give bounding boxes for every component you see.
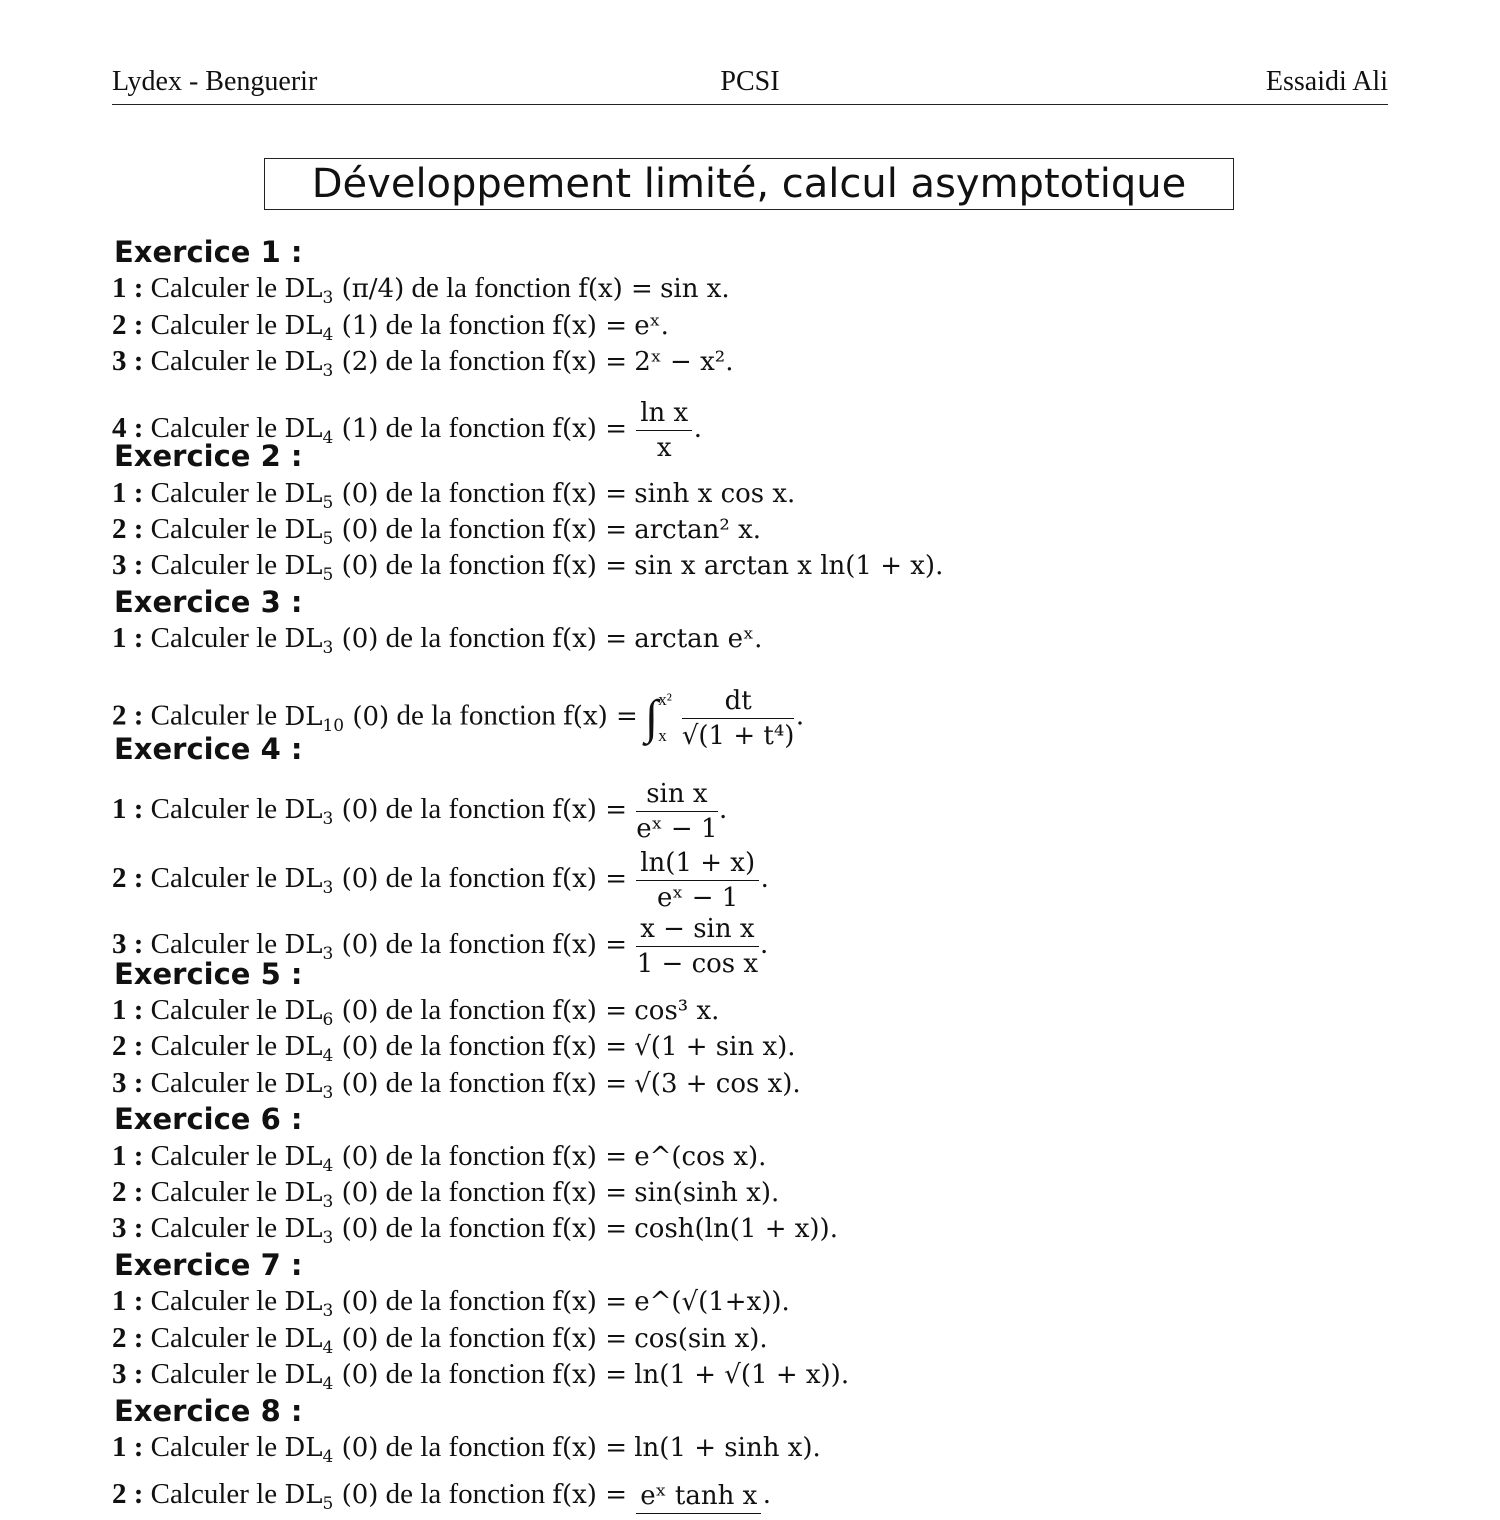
function-expression: cosh(ln(1 + x)). bbox=[634, 1214, 838, 1244]
function-lhs: f(x) = bbox=[552, 1433, 627, 1463]
item-number: 2 : bbox=[112, 1322, 144, 1354]
fraction-numerator: x − sin x bbox=[636, 912, 758, 947]
item-number: 1 : bbox=[112, 1285, 144, 1317]
item-middle: de la fonction bbox=[385, 1478, 546, 1510]
dl-point: (0) bbox=[352, 701, 390, 732]
item-middle: de la fonction bbox=[385, 1176, 546, 1208]
dl-point: (0) bbox=[341, 864, 379, 895]
dl-point: (0) bbox=[341, 795, 379, 826]
dl-notation bbox=[284, 1433, 379, 1468]
dl-point: (0) bbox=[341, 624, 379, 654]
item-prefix: Calculer le bbox=[150, 272, 278, 304]
item-prefix: Calculer le bbox=[150, 549, 278, 581]
dl-point: (0) bbox=[341, 1287, 379, 1317]
exercise-heading: Exercice 2 : bbox=[114, 439, 303, 473]
item-prefix: Calculer le bbox=[150, 513, 278, 545]
function-lhs: f(x) = bbox=[552, 1178, 627, 1208]
item-prefix: Calculer le bbox=[150, 1431, 278, 1463]
exercise-item bbox=[112, 1030, 796, 1072]
function-lhs: f(x) = bbox=[552, 515, 627, 545]
dl-order: 4 bbox=[322, 1338, 334, 1359]
exercise-heading: Exercice 6 : bbox=[114, 1102, 303, 1136]
fraction-numerator: sin x bbox=[636, 777, 717, 812]
item-middle: de la fonction bbox=[385, 1285, 546, 1317]
item-prefix: Calculer le bbox=[150, 1176, 278, 1208]
integral-sign: ∫ bbox=[645, 691, 659, 744]
dl-order: 3 bbox=[322, 878, 334, 899]
dl-order: 3 bbox=[322, 809, 334, 830]
fraction bbox=[636, 912, 758, 981]
item-middle: de la fonction bbox=[385, 862, 546, 895]
item-number: 2 : bbox=[112, 513, 144, 545]
item-number: 3 : bbox=[112, 345, 144, 377]
item-number: 3 : bbox=[112, 928, 144, 961]
fraction-numerator: ln x bbox=[636, 396, 692, 431]
item-number: 1 : bbox=[112, 622, 144, 654]
exercise-heading: Exercice 4 : bbox=[114, 732, 303, 766]
function-lhs: f(x) = bbox=[552, 1360, 627, 1390]
exercise-heading: Exercice 5 : bbox=[114, 957, 303, 991]
function-expression: e^(cos x). bbox=[634, 1142, 767, 1172]
dl-order: 4 bbox=[322, 1374, 334, 1395]
dl-notation bbox=[284, 311, 379, 346]
dl-order: 4 bbox=[322, 428, 334, 449]
item-number: 1 : bbox=[112, 1140, 144, 1172]
dl-notation bbox=[284, 1032, 379, 1067]
item-number: 2 : bbox=[112, 699, 144, 732]
fraction-numerator: dt bbox=[682, 684, 795, 719]
dl-label: DL bbox=[284, 864, 323, 895]
function-expression: sinh x cos x. bbox=[634, 479, 796, 509]
dl-order: 10 bbox=[322, 715, 345, 736]
function-lhs: f(x) = bbox=[552, 1214, 627, 1244]
dl-notation bbox=[284, 479, 379, 514]
dl-notation bbox=[284, 1178, 379, 1213]
item-middle: de la fonction bbox=[385, 513, 546, 545]
dl-order: 3 bbox=[322, 288, 334, 309]
exercise-item: 3 : Calculer le $DL_3$ (0) de la fonction f(x) = $\frac{\text{x − sin x}}{\text{1 − cos x}}$ . bbox=[112, 914, 768, 979]
dl-notation bbox=[284, 1214, 379, 1249]
dl-label: DL bbox=[284, 930, 323, 961]
dl-order: 5 bbox=[322, 1494, 334, 1515]
dl-label: DL bbox=[284, 624, 323, 654]
dl-label: DL bbox=[284, 795, 323, 826]
fraction-denominator: 1 − cos x bbox=[636, 949, 759, 979]
item-middle: de la fonction bbox=[385, 1358, 546, 1390]
item-number: 2 : bbox=[112, 1478, 144, 1510]
function-lhs: f(x) = bbox=[552, 347, 627, 377]
header-author: Essaidi Ali bbox=[1265, 66, 1388, 97]
dl-point: (0) bbox=[341, 1360, 379, 1390]
dl-point: (2) bbox=[341, 347, 379, 377]
function-lhs: f(x) = bbox=[563, 701, 638, 732]
fraction-numerator: ln(1 + x) bbox=[636, 846, 759, 881]
item-prefix: Calculer le bbox=[150, 309, 278, 341]
exercise-item bbox=[112, 272, 730, 314]
page-title: Développement limité, calcul asymptotique bbox=[264, 158, 1234, 210]
function-lhs: f(x) = bbox=[552, 1287, 627, 1317]
item-number: 3 : bbox=[112, 1212, 144, 1244]
item-prefix: Calculer le bbox=[150, 862, 278, 895]
dl-point: (1) bbox=[341, 414, 379, 445]
function-expression: arctan eˣ. bbox=[634, 624, 763, 654]
item-middle: de la fonction bbox=[385, 928, 546, 961]
item-middle: de la fonction bbox=[396, 699, 556, 732]
dl-point: (0) bbox=[341, 479, 379, 509]
item-prefix: Calculer le bbox=[150, 793, 278, 826]
dl-order: 5 bbox=[322, 529, 334, 550]
item-number: 3 : bbox=[112, 1358, 144, 1390]
function-lhs: f(x) = bbox=[552, 1480, 627, 1510]
function-lhs: f(x) = bbox=[552, 624, 627, 654]
dl-order: 4 bbox=[322, 1156, 334, 1177]
dl-label: DL bbox=[284, 1032, 323, 1062]
exercise-item bbox=[112, 622, 762, 664]
item-middle: de la fonction bbox=[385, 994, 546, 1026]
dl-point: (0) bbox=[341, 930, 379, 961]
dl-notation bbox=[284, 795, 379, 830]
dl-point: (0) bbox=[341, 1069, 379, 1099]
item-prefix: Calculer le bbox=[150, 1212, 278, 1244]
dl-notation bbox=[284, 274, 405, 309]
dl-label: DL bbox=[284, 1360, 323, 1390]
function-expression: sin x. bbox=[660, 274, 730, 304]
item-number: 4 : bbox=[112, 412, 144, 445]
item-number: 1 : bbox=[112, 272, 144, 304]
dl-order: 3 bbox=[322, 944, 334, 965]
item-prefix: Calculer le bbox=[150, 1140, 278, 1172]
function-expression: ln(1 + √(1 + x)). bbox=[634, 1360, 850, 1390]
dl-label: DL bbox=[284, 479, 323, 509]
exercise-item bbox=[112, 345, 733, 387]
header-class: PCSI bbox=[720, 66, 780, 97]
dl-notation bbox=[284, 930, 379, 965]
item-middle: de la fonction bbox=[385, 793, 546, 826]
exercise-item: 2 : Calculer le $DL_3$ (0) de la fonction f(x) = $\frac{\ln(1 + x)}{\text{eˣ − 1}}$ . bbox=[112, 848, 769, 913]
function-lhs: f(x) = bbox=[578, 274, 653, 304]
item-middle: de la fonction bbox=[385, 412, 546, 445]
dl-point: (0) bbox=[341, 551, 379, 581]
dl-notation bbox=[284, 1360, 379, 1395]
item-middle: de la fonction bbox=[385, 1067, 546, 1099]
exercise-item: 2 : Calculer le $DL_5$ (0) de la fonction f(x) = eˣ tanh x . bbox=[112, 1478, 771, 1515]
dl-label: DL bbox=[284, 1214, 323, 1244]
exercise-item bbox=[112, 1431, 821, 1473]
function-expression: √(1 + sin x). bbox=[634, 1032, 796, 1062]
item-prefix: Calculer le bbox=[150, 1358, 278, 1390]
item-number: 2 : bbox=[112, 862, 144, 895]
fraction bbox=[636, 846, 759, 915]
dl-point: (0) bbox=[341, 1480, 379, 1510]
item-prefix: Calculer le bbox=[150, 699, 278, 732]
dl-label: DL bbox=[284, 1069, 323, 1099]
dl-point: (0) bbox=[341, 1214, 379, 1244]
dl-point: (π/4) bbox=[341, 274, 405, 304]
dl-label: DL bbox=[284, 701, 323, 732]
item-number: 3 : bbox=[112, 1067, 144, 1099]
dl-point: (0) bbox=[341, 1178, 379, 1208]
function-expression: arctan² x. bbox=[634, 515, 762, 545]
exercise-item: 1 : Calculer le $DL_3$ (0) de la fonction f(x) = $\frac{\text{sin x}}{\text{eˣ − 1}}$ . bbox=[112, 779, 727, 844]
fraction-numerator: eˣ tanh x bbox=[636, 1479, 761, 1514]
function-expression: sin x arctan x ln(1 + x). bbox=[634, 551, 944, 581]
dl-label: DL bbox=[284, 347, 323, 377]
dl-point: (0) bbox=[341, 1032, 379, 1062]
item-prefix: Calculer le bbox=[150, 1478, 278, 1510]
item-number: 2 : bbox=[112, 1176, 144, 1208]
item-number: 1 : bbox=[112, 1431, 144, 1463]
dl-point: (0) bbox=[341, 515, 379, 545]
item-middle: de la fonction bbox=[385, 1212, 546, 1244]
function-expression: cos³ x. bbox=[634, 996, 720, 1026]
dl-label: DL bbox=[284, 1433, 323, 1463]
dl-notation bbox=[284, 515, 379, 550]
item-number: 1 : bbox=[112, 994, 144, 1026]
dl-notation bbox=[284, 1480, 379, 1515]
fraction-denominator: √(1 + t⁴) bbox=[681, 720, 795, 751]
item-prefix: Calculer le bbox=[150, 1030, 278, 1062]
dl-label: DL bbox=[284, 1142, 323, 1172]
integral-lower: x bbox=[658, 726, 667, 745]
dl-notation bbox=[284, 701, 390, 736]
item-middle: de la fonction bbox=[385, 477, 546, 509]
item-middle: de la fonction bbox=[411, 272, 571, 304]
fraction bbox=[636, 396, 692, 465]
dl-point: (0) bbox=[341, 1142, 379, 1172]
item-middle: de la fonction bbox=[385, 1322, 546, 1354]
item-prefix: Calculer le bbox=[150, 345, 278, 377]
item-number: 1 : bbox=[112, 477, 144, 509]
dl-label: DL bbox=[284, 515, 323, 545]
item-number: 2 : bbox=[112, 309, 144, 341]
item-number: 2 : bbox=[112, 1030, 144, 1062]
function-lhs: f(x) = bbox=[552, 930, 627, 961]
dl-label: DL bbox=[284, 1324, 323, 1354]
dl-order: 3 bbox=[322, 361, 334, 382]
item-number: 1 : bbox=[112, 793, 144, 826]
exercise-item: 2 : Calculer le $DL_{10}$ (0) de la fonction f(x) = ∫ x² x $\frac{dt}{\text{√(1 + t⁴)}}$ . bbox=[112, 682, 804, 754]
function-lhs: f(x) = bbox=[552, 864, 627, 895]
item-middle: de la fonction bbox=[385, 309, 546, 341]
dl-label: DL bbox=[284, 1178, 323, 1208]
exercise-heading: Exercice 7 : bbox=[114, 1248, 303, 1282]
dl-order: 3 bbox=[322, 1083, 334, 1104]
dl-order: 4 bbox=[322, 1046, 334, 1067]
exercise-heading: Exercice 8 : bbox=[114, 1394, 303, 1428]
function-lhs: f(x) = bbox=[552, 551, 627, 581]
item-prefix: Calculer le bbox=[150, 622, 278, 654]
fraction bbox=[682, 684, 795, 753]
function-expression: sin(sinh x). bbox=[634, 1178, 780, 1208]
exercise-item: 4 : Calculer le $DL_4$ (1) de la fonction f(x) = $\frac{\text{ln x}}{x}$ . bbox=[112, 398, 702, 463]
dl-notation bbox=[284, 1069, 379, 1104]
header-school: Lydex - Benguerir bbox=[112, 66, 318, 97]
function-expression: eˣ. bbox=[634, 311, 669, 341]
item-prefix: Calculer le bbox=[150, 477, 278, 509]
dl-notation bbox=[284, 1324, 379, 1359]
item-number: 3 : bbox=[112, 549, 144, 581]
dl-label: DL bbox=[284, 1287, 323, 1317]
function-lhs: f(x) = bbox=[552, 1069, 627, 1099]
item-middle: de la fonction bbox=[385, 345, 546, 377]
dl-notation bbox=[284, 864, 379, 899]
function-lhs: f(x) = bbox=[552, 1032, 627, 1062]
dl-order: 3 bbox=[322, 1228, 334, 1249]
dl-order: 3 bbox=[322, 638, 334, 659]
function-lhs: f(x) = bbox=[552, 311, 627, 341]
integral-upper: x² bbox=[658, 690, 672, 709]
dl-order: 5 bbox=[322, 565, 334, 586]
fraction-denominator: x bbox=[656, 433, 672, 463]
item-middle: de la fonction bbox=[385, 549, 546, 581]
dl-order: 4 bbox=[322, 325, 334, 346]
function-lhs: f(x) = bbox=[552, 795, 627, 826]
dl-notation bbox=[284, 551, 379, 586]
dl-label: DL bbox=[284, 551, 323, 581]
dl-notation bbox=[284, 1287, 379, 1322]
page-header bbox=[112, 64, 1388, 105]
item-middle: de la fonction bbox=[385, 1431, 546, 1463]
dl-point: (0) bbox=[341, 996, 379, 1026]
function-expression: cos(sin x). bbox=[634, 1324, 768, 1354]
dl-notation bbox=[284, 1142, 379, 1177]
exercise-heading: Exercice 1 : bbox=[114, 235, 303, 269]
item-prefix: Calculer le bbox=[150, 928, 278, 961]
exercise-item bbox=[112, 1285, 790, 1327]
fraction bbox=[636, 777, 717, 846]
item-prefix: Calculer le bbox=[150, 994, 278, 1026]
function-lhs: f(x) = bbox=[552, 1142, 627, 1172]
item-prefix: Calculer le bbox=[150, 1322, 278, 1354]
dl-point: (1) bbox=[341, 311, 379, 341]
function-expression: ln(1 + sinh x). bbox=[634, 1433, 821, 1463]
dl-label: DL bbox=[284, 311, 323, 341]
dl-order: 5 bbox=[322, 493, 334, 514]
dl-label: DL bbox=[284, 996, 323, 1026]
function-expression: √(3 + cos x). bbox=[634, 1069, 801, 1099]
fraction-denominator: eˣ − 1 bbox=[657, 883, 739, 913]
integral-limits bbox=[658, 682, 672, 754]
item-middle: de la fonction bbox=[385, 622, 546, 654]
function-lhs: f(x) = bbox=[552, 479, 627, 509]
fraction bbox=[636, 1479, 761, 1514]
dl-label: DL bbox=[284, 274, 323, 304]
item-prefix: Calculer le bbox=[150, 1285, 278, 1317]
function-lhs: f(x) = bbox=[552, 996, 627, 1026]
dl-label: DL bbox=[284, 414, 323, 445]
dl-notation bbox=[284, 624, 379, 659]
function-lhs: f(x) = bbox=[552, 1324, 627, 1354]
function-expression: 2ˣ − x². bbox=[634, 347, 734, 377]
dl-order: 6 bbox=[322, 1010, 334, 1031]
dl-order: 3 bbox=[322, 1192, 334, 1213]
dl-notation bbox=[284, 347, 379, 382]
dl-order: 3 bbox=[322, 1301, 334, 1322]
dl-point: (0) bbox=[341, 1433, 379, 1463]
item-middle: de la fonction bbox=[385, 1030, 546, 1062]
dl-order: 4 bbox=[322, 1447, 334, 1468]
fraction-denominator: eˣ − 1 bbox=[636, 814, 718, 844]
dl-point: (0) bbox=[341, 1324, 379, 1354]
item-prefix: Calculer le bbox=[150, 412, 278, 445]
dl-notation bbox=[284, 996, 379, 1031]
exercise-heading: Exercice 3 : bbox=[114, 585, 303, 619]
item-prefix: Calculer le bbox=[150, 1067, 278, 1099]
function-expression: e^(√(1+x)). bbox=[634, 1287, 790, 1317]
dl-label: DL bbox=[284, 1480, 323, 1510]
item-middle: de la fonction bbox=[385, 1140, 546, 1172]
function-lhs: f(x) = bbox=[552, 414, 627, 445]
